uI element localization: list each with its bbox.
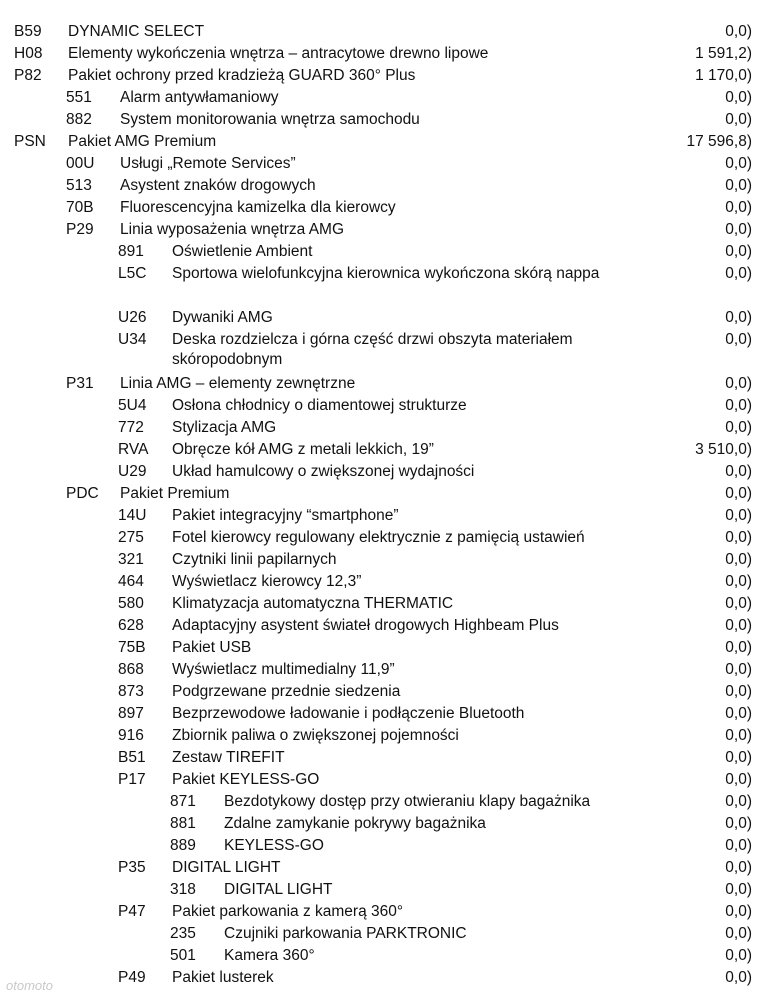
option-row <box>0 704 760 726</box>
option-price: 0,0) <box>725 881 752 898</box>
option-description: Pakiet integracyjny “smartphone” <box>172 507 399 524</box>
option-description: Pakiet parkowania z kamerą 360° <box>172 903 404 920</box>
option-description: Bezprzewodowe ładowanie i podłączenie Bluetooth <box>172 705 525 722</box>
option-row <box>0 330 760 374</box>
option-price: 0,0) <box>725 903 752 920</box>
option-code: P29 <box>66 221 94 238</box>
option-row <box>0 682 760 704</box>
option-description: Kamera 360° <box>224 947 315 964</box>
option-price: 0,0) <box>725 463 752 480</box>
option-row <box>0 792 760 814</box>
option-row <box>0 902 760 924</box>
option-description: Deska rozdzielcza i górna część drzwi obszyta materiałem skóropodobnym <box>172 331 573 368</box>
option-code: P35 <box>118 859 146 876</box>
option-price: 0,0) <box>725 375 752 392</box>
option-price: 0,0) <box>725 89 752 106</box>
option-description: Czytniki linii papilarnych <box>172 551 337 568</box>
option-code: 881 <box>170 815 196 832</box>
option-row <box>0 968 760 990</box>
option-row <box>0 198 760 220</box>
option-description: Czujniki parkowania PARKTRONIC <box>224 925 467 942</box>
option-description: Linia wyposażenia wnętrza AMG <box>120 221 345 238</box>
option-row <box>0 44 760 66</box>
option-price: 0,0) <box>725 529 752 546</box>
option-description: Pakiet KEYLESS-GO <box>172 771 320 788</box>
option-price: 0,0) <box>725 683 752 700</box>
option-code: 70B <box>66 199 94 216</box>
option-description: Fluorescencyjna kamizelka dla kierowcy <box>120 199 396 216</box>
option-price: 0,0) <box>725 155 752 172</box>
option-code: 75B <box>118 639 146 656</box>
option-price: 0,0) <box>725 331 752 348</box>
option-description: KEYLESS-GO <box>224 837 324 854</box>
option-code: B51 <box>118 749 146 766</box>
option-price: 0,0) <box>725 639 752 656</box>
option-price: 0,0) <box>725 793 752 810</box>
option-row <box>0 374 760 396</box>
option-description: Układ hamulcowy o zwiększonej wydajności <box>172 463 475 480</box>
option-row <box>0 484 760 506</box>
option-row <box>0 154 760 176</box>
option-row <box>0 594 760 616</box>
option-code: 868 <box>118 661 144 678</box>
option-price: 0,0) <box>725 705 752 722</box>
option-code: P47 <box>118 903 146 920</box>
option-price: 17 596,8) <box>686 133 752 150</box>
option-price: 0,0) <box>725 925 752 942</box>
option-price: 0,0) <box>725 551 752 568</box>
option-row <box>0 110 760 132</box>
option-price: 1 591,2) <box>695 45 752 62</box>
option-price: 0,0) <box>725 947 752 964</box>
option-code: 318 <box>170 881 196 898</box>
option-description: Zdalne zamykanie pokrywy bagażnika <box>224 815 486 832</box>
option-price: 0,0) <box>725 727 752 744</box>
option-row <box>0 836 760 858</box>
option-price: 0,0) <box>725 397 752 414</box>
option-code: PDC <box>66 485 99 502</box>
option-price: 0,0) <box>725 221 752 238</box>
option-row <box>0 440 760 462</box>
option-price: 1 170,0) <box>695 67 752 84</box>
option-code: U26 <box>118 309 147 326</box>
option-row <box>0 462 760 484</box>
option-description: Oświetlenie Ambient <box>172 243 313 260</box>
option-code: 891 <box>118 243 144 260</box>
option-description: Podgrzewane przednie siedzenia <box>172 683 401 700</box>
option-price: 0,0) <box>725 595 752 612</box>
option-price: 0,0) <box>725 661 752 678</box>
option-price: 0,0) <box>725 23 752 40</box>
option-description: Pakiet AMG Premium <box>68 133 217 150</box>
option-price: 0,0) <box>725 771 752 788</box>
option-row <box>0 220 760 242</box>
option-code: 882 <box>66 111 92 128</box>
option-description: DIGITAL LIGHT <box>172 859 281 876</box>
option-row <box>0 550 760 572</box>
option-price: 0,0) <box>725 507 752 524</box>
option-price: 0,0) <box>725 177 752 194</box>
option-row <box>0 176 760 198</box>
option-description: Bezdotykowy dostęp przy otwieraniu klapy bagażnika <box>224 793 591 810</box>
option-description: Zestaw TIREFIT <box>172 749 285 766</box>
option-description: Osłona chłodnicy o diamentowej strukturze <box>172 397 467 414</box>
option-price: 0,0) <box>725 969 752 986</box>
option-description: System monitorowania wnętrza samochodu <box>120 111 420 128</box>
option-code: P31 <box>66 375 94 392</box>
option-description: Klimatyzacja automatyczna THERMATIC <box>172 595 454 612</box>
option-row <box>0 506 760 528</box>
option-row <box>0 814 760 836</box>
option-row <box>0 726 760 748</box>
option-description: Usługi „Remote Services” <box>120 155 296 172</box>
option-price: 0,0) <box>725 419 752 436</box>
option-row <box>0 638 760 660</box>
option-row <box>0 88 760 110</box>
option-code: L5C <box>118 265 147 282</box>
option-description: Pakiet USB <box>172 639 252 656</box>
option-description: Linia AMG – elementy zewnętrzne <box>120 375 356 392</box>
option-description: Asystent znaków drogowych <box>120 177 316 194</box>
option-price: 0,0) <box>725 859 752 876</box>
option-price: 0,0) <box>725 815 752 832</box>
option-description: Pakiet Premium <box>120 485 230 502</box>
option-row <box>0 616 760 638</box>
option-code: 628 <box>118 617 144 634</box>
option-price: 0,0) <box>725 485 752 502</box>
option-price: 0,0) <box>725 199 752 216</box>
option-row <box>0 66 760 88</box>
option-description: Elementy wykończenia wnętrza – antracytowe drewno lipowe <box>68 45 489 62</box>
option-description: Zbiornik paliwa o zwiększonej pojemności <box>172 727 459 744</box>
option-price: 0,0) <box>725 265 752 282</box>
option-code: 551 <box>66 89 92 106</box>
option-code: 235 <box>170 925 196 942</box>
option-code: 580 <box>118 595 144 612</box>
option-code: P49 <box>118 969 146 986</box>
option-description: Stylizacja AMG <box>172 419 277 436</box>
option-row <box>0 528 760 550</box>
option-row <box>0 242 760 264</box>
option-code: 275 <box>118 529 144 546</box>
option-code: 873 <box>118 683 144 700</box>
option-description: Sportowa wielofunkcyjna kierownica wykończona skórą nappa <box>172 265 600 282</box>
option-code: U34 <box>118 331 147 348</box>
option-code: 889 <box>170 837 196 854</box>
option-row <box>0 132 760 154</box>
option-description: Wyświetlacz multimedialny 11,9” <box>172 661 395 678</box>
option-row <box>0 858 760 880</box>
option-code: B59 <box>14 23 42 40</box>
option-code: 772 <box>118 419 144 436</box>
option-price: 0,0) <box>725 749 752 766</box>
option-row <box>0 924 760 946</box>
option-description: DYNAMIC SELECT <box>68 23 205 40</box>
option-row <box>0 418 760 440</box>
option-row <box>0 770 760 792</box>
option-description: Dywaniki AMG <box>172 309 273 326</box>
option-code: P17 <box>118 771 146 788</box>
option-price: 0,0) <box>725 309 752 326</box>
option-code: 897 <box>118 705 144 722</box>
option-row <box>0 308 760 330</box>
option-code: 871 <box>170 793 196 810</box>
option-price: 3 510,0) <box>695 441 752 458</box>
option-price: 0,0) <box>725 573 752 590</box>
option-description: Obręcze kół AMG z metali lekkich, 19” <box>172 441 434 458</box>
option-row <box>0 22 760 44</box>
option-code: 00U <box>66 155 95 172</box>
option-row <box>0 880 760 902</box>
option-code: PSN <box>14 133 46 150</box>
option-code: 5U4 <box>118 397 147 414</box>
option-description: Wyświetlacz kierowcy 12,3” <box>172 573 362 590</box>
option-row <box>0 572 760 594</box>
option-code: P82 <box>14 67 42 84</box>
option-row <box>0 264 760 308</box>
option-code: U29 <box>118 463 147 480</box>
option-code: 14U <box>118 507 147 524</box>
option-price: 0,0) <box>725 111 752 128</box>
option-price: 0,0) <box>725 243 752 260</box>
option-row <box>0 396 760 418</box>
option-row <box>0 660 760 682</box>
option-code: 464 <box>118 573 144 590</box>
option-code: 916 <box>118 727 144 744</box>
option-code: 513 <box>66 177 92 194</box>
option-code: H08 <box>14 45 43 62</box>
option-code: 501 <box>170 947 196 964</box>
option-code: RVA <box>118 441 149 458</box>
option-description: Alarm antywłamaniowy <box>120 89 279 106</box>
option-description: DIGITAL LIGHT <box>224 881 333 898</box>
option-row <box>0 748 760 770</box>
option-row <box>0 946 760 968</box>
option-description: Fotel kierowcy regulowany elektrycznie z pamięcią ustawień <box>172 529 585 546</box>
option-description: Pakiet ochrony przed kradzieżą GUARD 360° Plus <box>68 67 416 84</box>
option-price: 0,0) <box>725 837 752 854</box>
option-code: 321 <box>118 551 144 568</box>
option-price: 0,0) <box>725 617 752 634</box>
watermark: otomoto <box>6 978 53 993</box>
option-description: Adaptacyjny asystent świateł drogowych Highbeam Plus <box>172 617 559 634</box>
option-description: Pakiet lusterek <box>172 969 274 986</box>
